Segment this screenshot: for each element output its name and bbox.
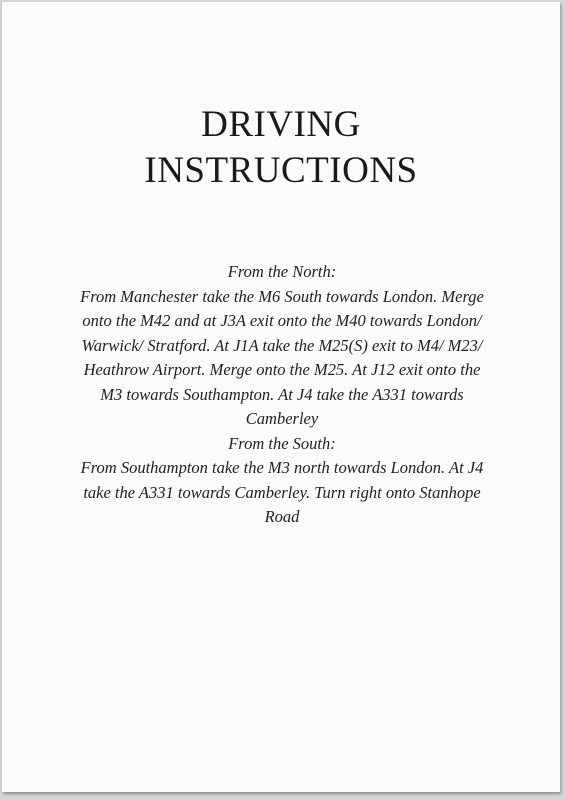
title-line-instructions: INSTRUCTIONS [144, 150, 418, 191]
title-line-driving: DRIVING [201, 104, 361, 145]
directions-text [72, 260, 492, 530]
north-heading: From the North: [227, 262, 337, 281]
instruction-card [2, 2, 560, 792]
south-directions: From Southampton take the M3 north towards London. At J4 take the A331 towards Camberley. Turn right onto Stanhope Road [80, 458, 484, 526]
south-heading: From the South: [228, 433, 336, 453]
north-directions: From Manchester take the M6 South towards London. Merge onto the M42 and at J3A exit onto the M40 towards London/ Warwick/ Stratford. At J1A take the M25(S) exit to M4/ M23/ Heathrow Airport. Merge onto the M25. At J12 exit onto the M3 towards Southampton. At J4 take the A331 towards Camberley [80, 286, 484, 428]
page-title [2, 102, 560, 194]
